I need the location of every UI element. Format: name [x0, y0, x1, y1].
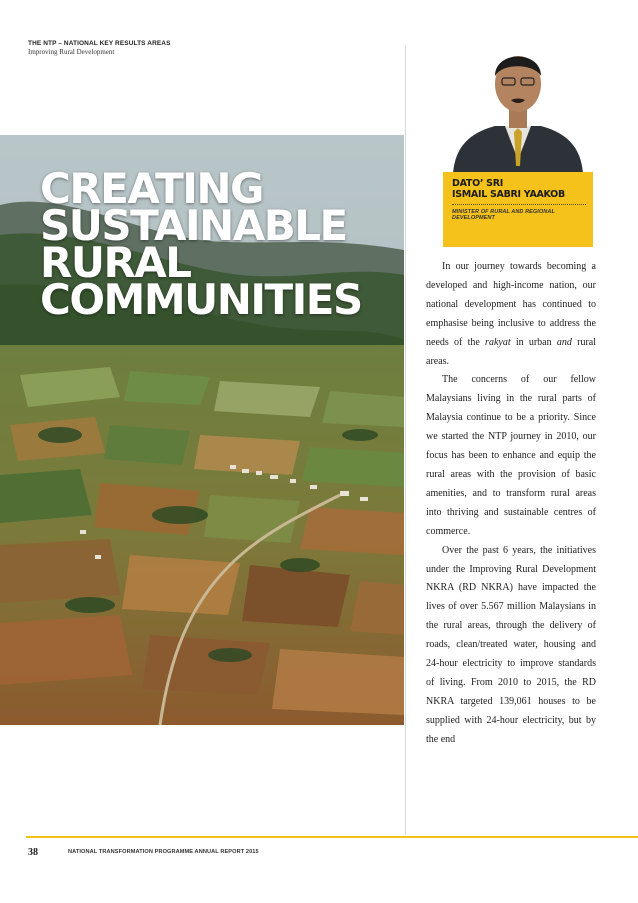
dotted-divider — [452, 204, 586, 205]
minister-name-box — [443, 172, 593, 247]
column-divider — [405, 45, 406, 835]
headline-line-4: COMMUNITIES — [40, 275, 362, 324]
feature-headline — [40, 164, 362, 324]
minister-title: MINISTER OF RURAL AND REGIONAL DEVELOPMENT — [452, 209, 555, 221]
minister-name: ISMAIL SABRI YAAKOB — [452, 189, 565, 200]
headline-line-3: RURAL — [40, 238, 191, 287]
footer-title: NATIONAL TRANSFORMATION PROGRAMME ANNUAL REPORT 2015 — [68, 849, 259, 855]
section-title: THE NTP – NATIONAL KEY RESULTS AREAS — [28, 40, 171, 47]
footer-rule — [26, 836, 638, 838]
paragraph-1: In our journey towards becoming a developed and high-income nation, our national development has continued to emphasise being inclusive to address the needs of the rakyat in urban and rural areas. — [426, 261, 596, 367]
paragraph-3: Over the past 6 years, the initiatives under the Improving Rural Development NKRA (RD NKRA) have impacted the lives of over 5.567 million Malaysians in the rural areas, through the delivery of roads, clean/treated water, housing and 24-hour electricity to improve standards of living. From 2010 to 2015, the RD NKRA targeted 139,061 houses to be supplied with 24-hour electricity, but by the end — [426, 544, 596, 745]
emphasis-and: and — [556, 336, 572, 348]
paragraph-2: The concerns of our fellow Malaysians living in the rural parts of Malaysia continue to be a priority. Since we started the NTP journey in 2010, our focus has been to enhance and equip the rural areas with the provision of basic amenities, and to transform rural areas into thriving and sustainable centres of commerce. — [426, 374, 596, 537]
running-header — [28, 40, 171, 57]
page-number: 38 — [28, 847, 38, 858]
minister-portrait — [443, 32, 593, 174]
headline-line-2: SUSTAINABLE — [40, 201, 347, 250]
headline-line-1: CREATING — [40, 164, 263, 213]
emphasis-rakyat: rakyat — [485, 336, 511, 348]
subsection-title: Improving Rural Development — [28, 48, 115, 56]
minister-honorific: DATO’ SRI — [452, 178, 503, 189]
body-text — [426, 258, 596, 750]
